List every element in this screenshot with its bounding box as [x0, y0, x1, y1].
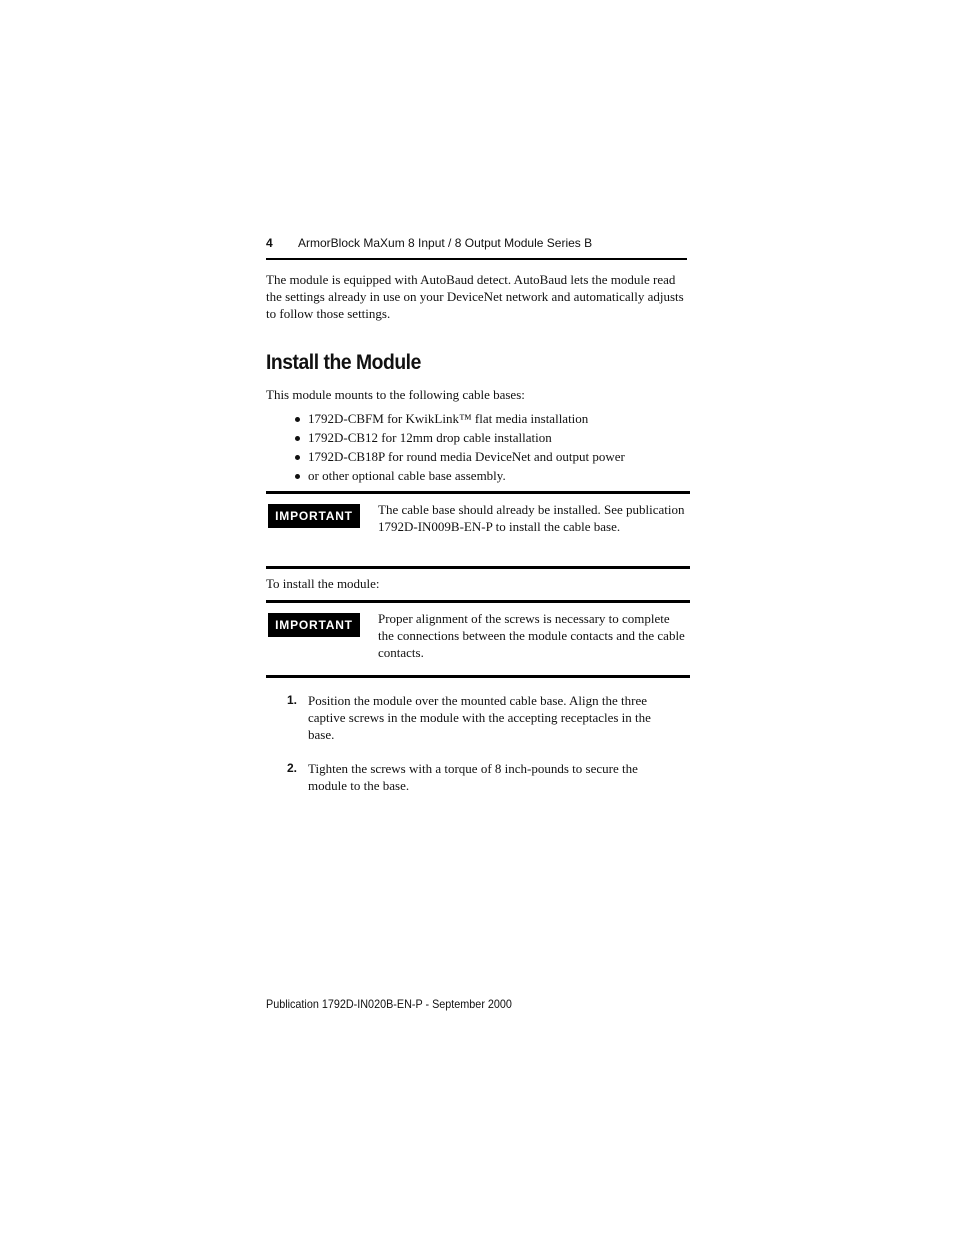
- cable-base-list: [292, 410, 625, 486]
- list-item: 1792D-CBFM for KwikLink™ flat media installation: [292, 410, 625, 429]
- step-item: [287, 692, 691, 743]
- list-item: or other optional cable base assembly.: [292, 467, 625, 486]
- important-note-cable-base: [266, 491, 690, 569]
- important-badge: IMPORTANT: [268, 613, 360, 637]
- list-item: 1792D-CB12 for 12mm drop cable installation: [292, 429, 625, 448]
- install-lead: To install the module:: [266, 576, 380, 591]
- important-note-alignment: [266, 600, 690, 678]
- intro-paragraph: The module is equipped with AutoBaud detect. AutoBaud lets the module read the settings already in use on your DeviceNet network and automatically adjusts to follow those settings.: [266, 272, 684, 321]
- install-steps: [287, 692, 691, 794]
- running-header-title: ArmorBlock MaXum 8 Input / 8 Output Module Series B: [298, 236, 593, 250]
- bullet-icon: [295, 436, 300, 441]
- step-number: 2.: [287, 761, 298, 775]
- section-lead: This module mounts to the following cable bases:: [266, 387, 525, 402]
- step-text: Position the module over the mounted cable base. Align the three captive screws in the module with the accepting receptacles in the base.: [308, 693, 651, 742]
- bullet-icon: [295, 417, 300, 422]
- important-note-text: The cable base should already be installed. See publication 1792D-IN009B-EN-P to install the cable base.: [378, 502, 685, 534]
- important-badge: IMPORTANT: [268, 504, 360, 528]
- bullet-icon: [295, 474, 300, 479]
- bullet-icon: [295, 455, 300, 460]
- list-item: 1792D-CB18P for round media DeviceNet and output power: [292, 448, 625, 467]
- step-number: 1.: [287, 693, 298, 707]
- section-heading: Install the Module: [266, 351, 421, 374]
- step-item: [287, 760, 691, 794]
- page-number: 4: [266, 236, 273, 250]
- running-header: [266, 234, 687, 260]
- step-text: Tighten the screws with a torque of 8 inch-pounds to secure the module to the base.: [308, 761, 638, 793]
- important-note-text: Proper alignment of the screws is necessary to complete the connections between the module contacts and the cable contacts.: [378, 611, 685, 660]
- publication-footer: Publication 1792D-IN020B-EN-P - September 2000: [266, 997, 512, 1011]
